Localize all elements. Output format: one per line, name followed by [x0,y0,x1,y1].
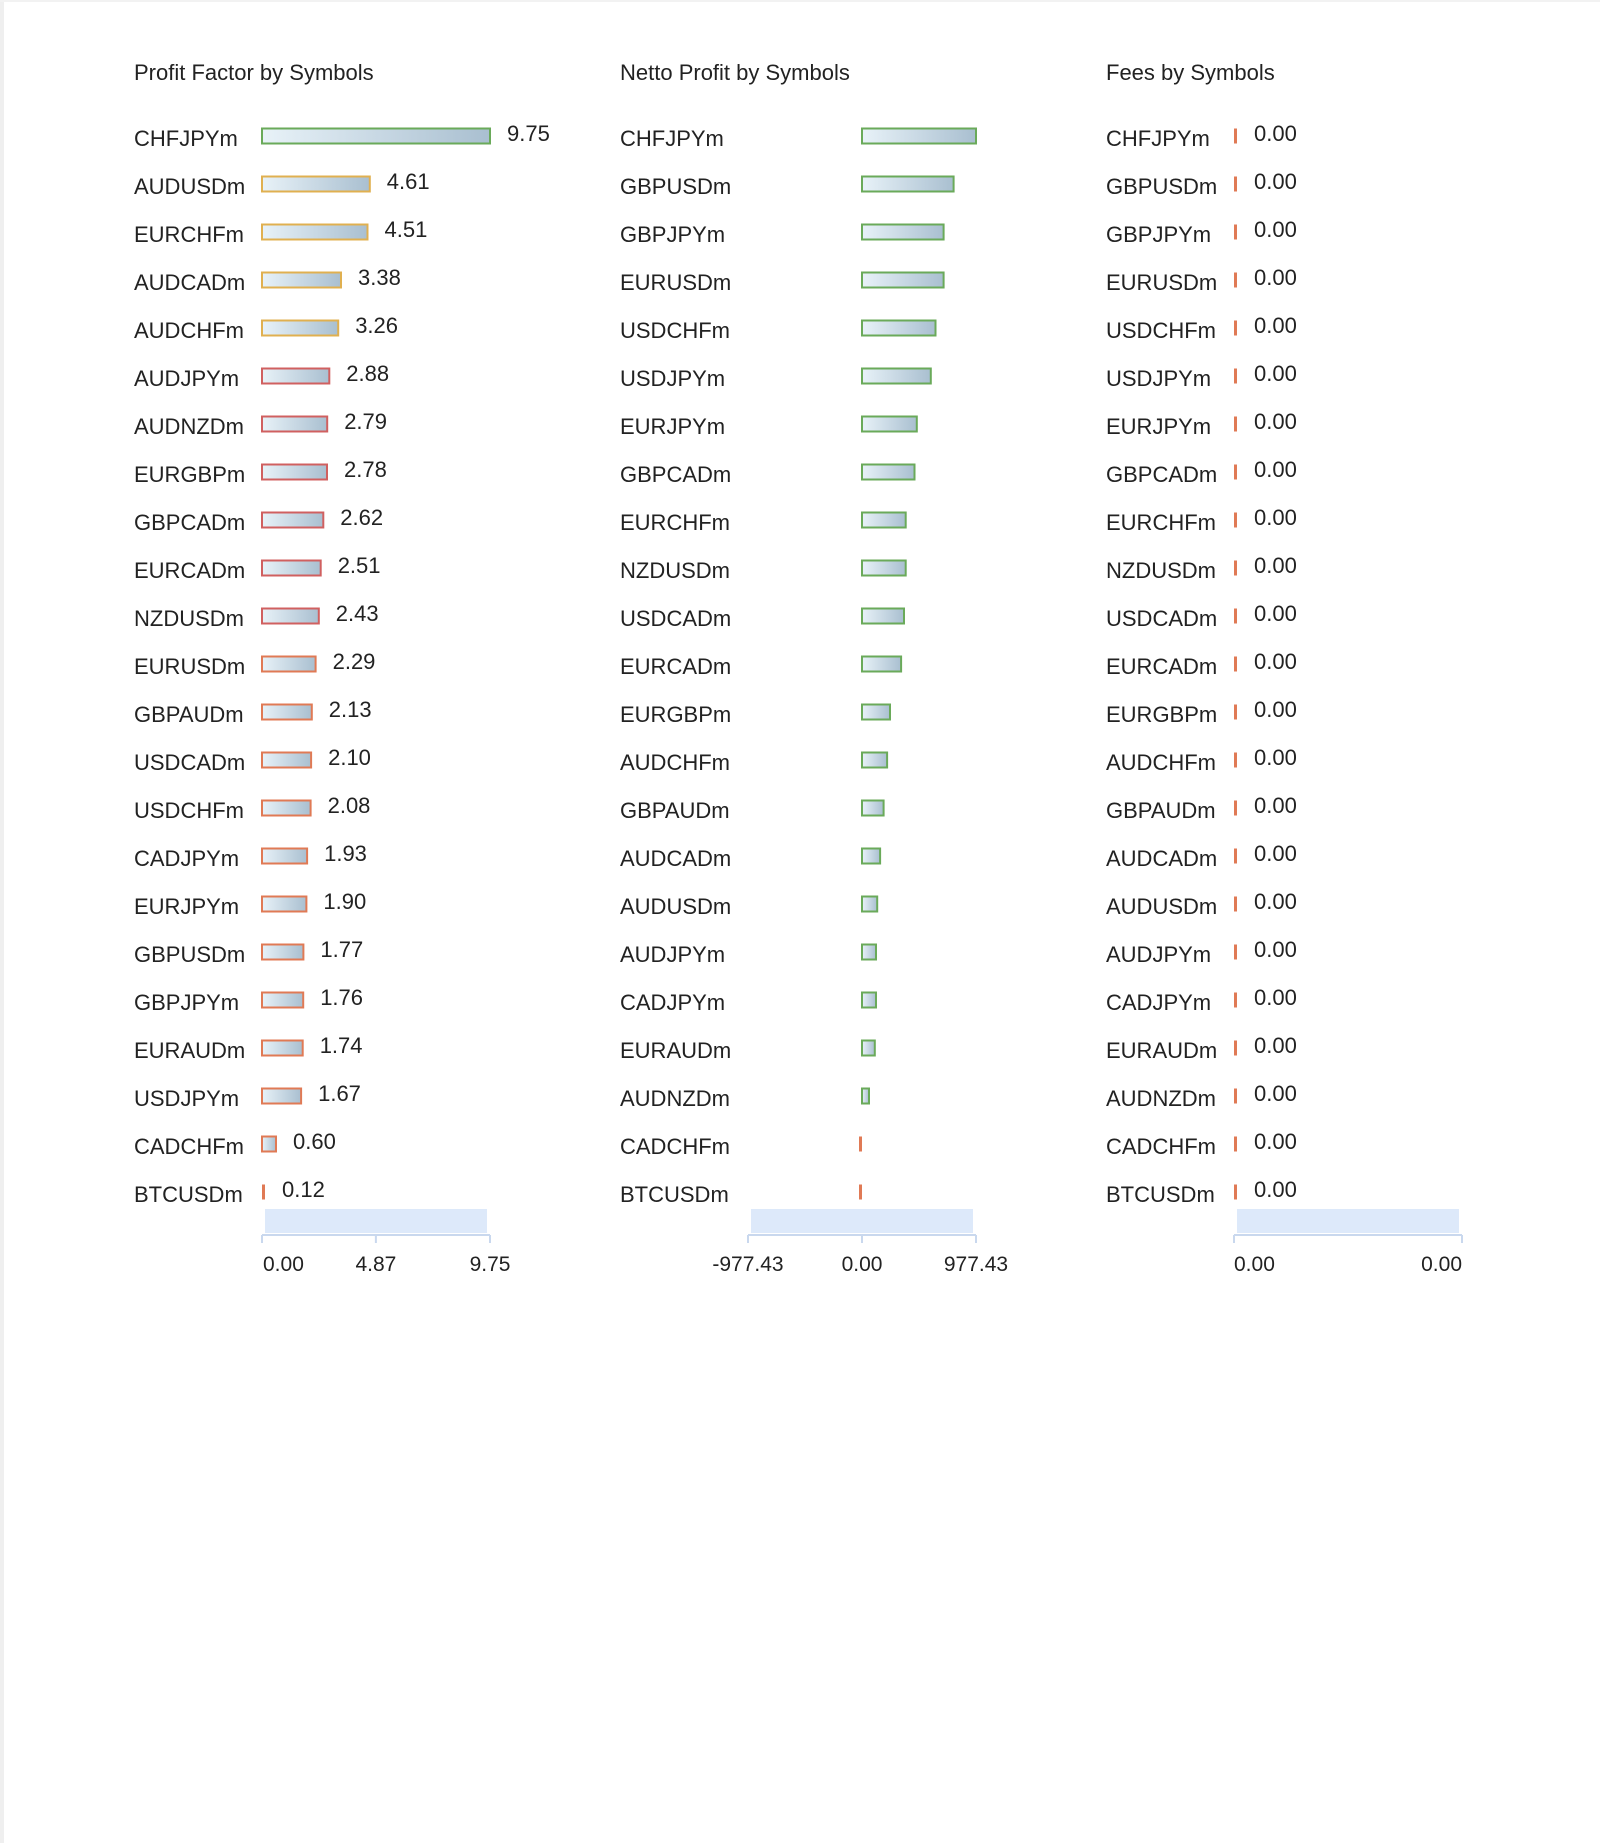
symbol-label: USDJPYm [134,1086,240,1111]
bar[interactable] [862,993,876,1008]
symbol-label: AUDJPYm [1106,942,1212,967]
bar[interactable] [862,369,931,384]
value-label: 2.13 [328,697,372,722]
bar[interactable] [262,417,327,432]
bar[interactable] [862,801,884,816]
symbol-label: BTCUSDm [1106,1182,1215,1207]
bar[interactable] [262,609,319,624]
value-label: 4.61 [386,169,430,194]
symbol-label: AUDCHFm [1106,750,1216,775]
symbol-label: BTCUSDm [134,1182,243,1207]
symbol-label: GBPAUDm [1106,798,1216,823]
symbol-label: NZDUSDm [1106,558,1216,583]
symbol-label: EURGBPm [620,702,732,727]
value-label: 0.00 [1254,889,1297,914]
bar[interactable] [862,753,887,768]
symbol-label: BTCUSDm [620,1182,729,1207]
value-label: 0.00 [1254,697,1297,722]
bar[interactable] [862,1041,875,1056]
bar[interactable] [862,1089,869,1104]
value-label: 0.00 [1254,793,1297,818]
value-label: 2.51 [337,553,381,578]
value-label: 0.00 [1254,169,1297,194]
bar[interactable] [862,465,915,480]
bar[interactable] [262,897,306,912]
symbol-label: USDJPYm [1106,366,1212,391]
bar[interactable] [862,129,976,144]
value-label: 0.00 [1254,985,1297,1010]
bar[interactable] [1234,561,1237,576]
bar[interactable] [1234,129,1237,144]
bar[interactable] [1234,1185,1237,1200]
symbol-label: EURGBPm [1106,702,1218,727]
value-label: 2.29 [332,649,376,674]
bar[interactable] [1234,1041,1237,1056]
bar[interactable] [862,657,901,672]
bar[interactable] [1234,801,1237,816]
bar[interactable] [262,1089,301,1104]
value-label: 2.88 [346,361,390,386]
symbol-label: CADCHFm [1106,1134,1216,1159]
bar[interactable] [262,1041,303,1056]
value-label: 3.26 [355,313,399,338]
symbol-label: EURJPYm [620,414,726,439]
x-tick-label: 977.43 [943,1253,1009,1276]
value-label: 0.00 [1254,265,1297,290]
value-label: 2.08 [327,793,371,818]
symbol-label: EURCADm [134,558,246,583]
value-label: 2.79 [344,409,388,434]
x-tick-label: 0.00 [1421,1253,1462,1276]
chart-title: Profit Factor by Symbols [134,60,374,85]
value-label: 0.00 [1254,1033,1297,1058]
bar[interactable] [262,753,311,768]
symbol-label: GBPAUDm [134,702,244,727]
value-label: 2.43 [335,601,379,626]
bar[interactable] [1234,849,1237,864]
bar[interactable] [862,417,917,432]
symbol-label: CHFJPYm [620,126,724,151]
bar[interactable] [1234,1089,1237,1104]
bar[interactable] [862,225,944,240]
value-label: 4.51 [384,217,428,242]
chart-title: Fees by Symbols [1106,60,1275,85]
x-tick-label: 0.00 [1234,1253,1275,1276]
bar[interactable] [262,177,370,192]
bar[interactable] [1234,177,1237,192]
symbol-label: CADCHFm [620,1134,730,1159]
x-tick-label: -977.43 [712,1253,784,1276]
symbol-label: EURCHFm [1106,510,1216,535]
symbol-label: EURAUDm [134,1038,246,1063]
bar[interactable] [1234,657,1237,672]
bar[interactable] [862,513,906,528]
bar[interactable] [862,609,904,624]
bar[interactable] [862,945,876,960]
value-label: 0.00 [1254,1081,1297,1106]
symbol-label: AUDCHFm [134,318,244,343]
symbol-label: AUDNZDm [134,414,244,439]
bar[interactable] [1234,417,1237,432]
symbol-label: AUDCADm [1106,846,1218,871]
symbol-label: GBPUSDm [134,942,246,967]
profit-factor-chart [0,0,550,1300]
bar[interactable] [262,225,368,240]
symbol-label: EURGBPm [134,462,246,487]
value-label: 2.10 [328,745,371,770]
bar[interactable] [262,321,338,336]
symbol-label: AUDUSDm [1106,894,1218,919]
symbol-label: AUDCHFm [620,750,730,775]
value-label: 0.00 [1254,841,1297,866]
bar[interactable] [1234,465,1237,480]
bar[interactable] [1234,945,1237,960]
symbol-label: AUDUSDm [620,894,732,919]
value-label: 0.00 [1254,937,1297,962]
symbol-label: CADJPYm [1106,990,1212,1015]
bar[interactable] [262,945,303,960]
x-tick-label: 9.75 [469,1253,511,1276]
bar[interactable] [1234,1137,1237,1152]
value-label: 0.00 [1254,457,1297,482]
symbol-label: USDCHFm [1106,318,1216,343]
bar[interactable] [1234,705,1237,720]
symbol-label: CADJPYm [134,846,240,871]
value-label: 0.00 [1254,361,1297,386]
symbol-label: EURCADm [1106,654,1218,679]
symbol-label: GBPCADm [134,510,246,535]
bar[interactable] [262,801,311,816]
value-label: 1.90 [323,889,367,914]
symbol-label: EURCADm [620,654,732,679]
axis-scroll-band[interactable] [1237,1209,1459,1233]
bar[interactable] [1234,321,1237,336]
bar[interactable] [262,465,327,480]
bar[interactable] [262,705,312,720]
bar[interactable] [862,705,890,720]
symbol-label: USDJPYm [620,366,726,391]
symbol-label: GBPJPYm [134,990,240,1015]
symbol-label: EURJPYm [1106,414,1212,439]
value-label: 0.00 [1254,505,1297,530]
value-label: 0.00 [1254,649,1297,674]
value-label: 1.76 [320,985,364,1010]
symbol-label: EURJPYm [134,894,240,919]
symbol-label: AUDCADm [620,846,732,871]
bar[interactable] [862,273,944,288]
value-label: 0.00 [1254,745,1297,770]
bar[interactable] [262,561,321,576]
value-label: 1.67 [318,1081,361,1106]
bar[interactable] [862,849,880,864]
bar[interactable] [862,177,954,192]
value-label: 1.77 [320,937,364,962]
symbol-label: EURUSDm [134,654,246,679]
symbol-label: GBPCADm [620,462,732,487]
symbol-label: CADJPYm [620,990,726,1015]
symbol-label: EURCHFm [134,222,244,247]
bar[interactable] [262,129,490,144]
x-tick-label: 4.87 [355,1253,397,1276]
bar[interactable] [1234,897,1237,912]
value-label: 0.00 [1254,1129,1297,1154]
bar[interactable] [859,1137,862,1152]
symbol-label: GBPUSDm [620,174,732,199]
value-label: 0.00 [1254,121,1297,146]
symbol-label: USDCHFm [620,318,730,343]
bar[interactable] [262,1137,276,1152]
value-label: 0.00 [1254,409,1297,434]
symbol-label: USDCHFm [134,798,244,823]
symbol-label: GBPCADm [1106,462,1218,487]
fees-plot [972,0,1572,1300]
symbol-label: AUDJPYm [620,942,726,967]
symbol-label: EURCHFm [620,510,730,535]
bar[interactable] [262,273,341,288]
value-label: 0.60 [293,1129,336,1154]
value-label: 2.62 [340,505,384,530]
symbol-label: AUDJPYm [134,366,240,391]
bar[interactable] [1234,609,1237,624]
symbol-label: AUDNZDm [1106,1086,1216,1111]
value-label: 1.93 [324,841,367,866]
symbol-label: GBPJPYm [1106,222,1212,247]
value-label: 0.00 [1254,1177,1297,1202]
value-label: 1.74 [319,1033,363,1058]
value-label: 0.00 [1254,217,1297,242]
symbol-label: EURAUDm [1106,1038,1218,1063]
bar[interactable] [1234,273,1237,288]
value-label: 0.12 [282,1177,325,1202]
netto-profit-chart [486,0,1009,1300]
value-label: 3.38 [358,265,401,290]
value-label: 0.00 [1254,601,1297,626]
symbol-label: EURUSDm [620,270,732,295]
bar[interactable] [862,321,936,336]
x-tick-label: 0.00 [841,1253,883,1276]
symbol-label: GBPJPYm [620,222,726,247]
bar[interactable] [1234,753,1237,768]
bar[interactable] [262,993,303,1008]
bar[interactable] [262,657,316,672]
symbol-label: USDCADm [134,750,246,775]
chart-title: Netto Profit by Symbols [620,60,850,85]
axis-scroll-band[interactable] [751,1209,973,1233]
symbol-label: GBPUSDm [1106,174,1218,199]
symbol-label: GBPAUDm [620,798,730,823]
bar[interactable] [862,561,906,576]
symbol-label: CHFJPYm [134,126,238,151]
symbol-label: USDCADm [1106,606,1218,631]
value-label: 2.78 [344,457,387,482]
symbol-label: NZDUSDm [620,558,730,583]
value-label: 0.00 [1254,553,1297,578]
symbol-label: AUDUSDm [134,174,246,199]
symbol-label: AUDNZDm [620,1086,730,1111]
symbol-label: EURUSDm [1106,270,1218,295]
symbol-label: USDCADm [620,606,732,631]
axis-scroll-band[interactable] [265,1209,487,1233]
bar[interactable] [262,369,329,384]
bar[interactable] [1234,369,1237,384]
bar[interactable] [262,1185,265,1200]
value-label: 0.00 [1254,313,1297,338]
bar[interactable] [262,849,307,864]
symbol-label: CHFJPYm [1106,126,1210,151]
symbol-label: NZDUSDm [134,606,244,631]
value-label: 9.75 [507,121,550,146]
bar[interactable] [1234,225,1237,240]
x-tick-label: 0.00 [263,1253,304,1276]
bar[interactable] [859,1185,862,1200]
symbol-label: CADCHFm [134,1134,244,1159]
bar[interactable] [1234,993,1237,1008]
symbol-label: AUDCADm [134,270,246,295]
symbol-label: EURAUDm [620,1038,732,1063]
fees-chart [972,0,1462,1300]
bar[interactable] [1234,513,1237,528]
bar[interactable] [262,513,323,528]
bar[interactable] [862,897,877,912]
